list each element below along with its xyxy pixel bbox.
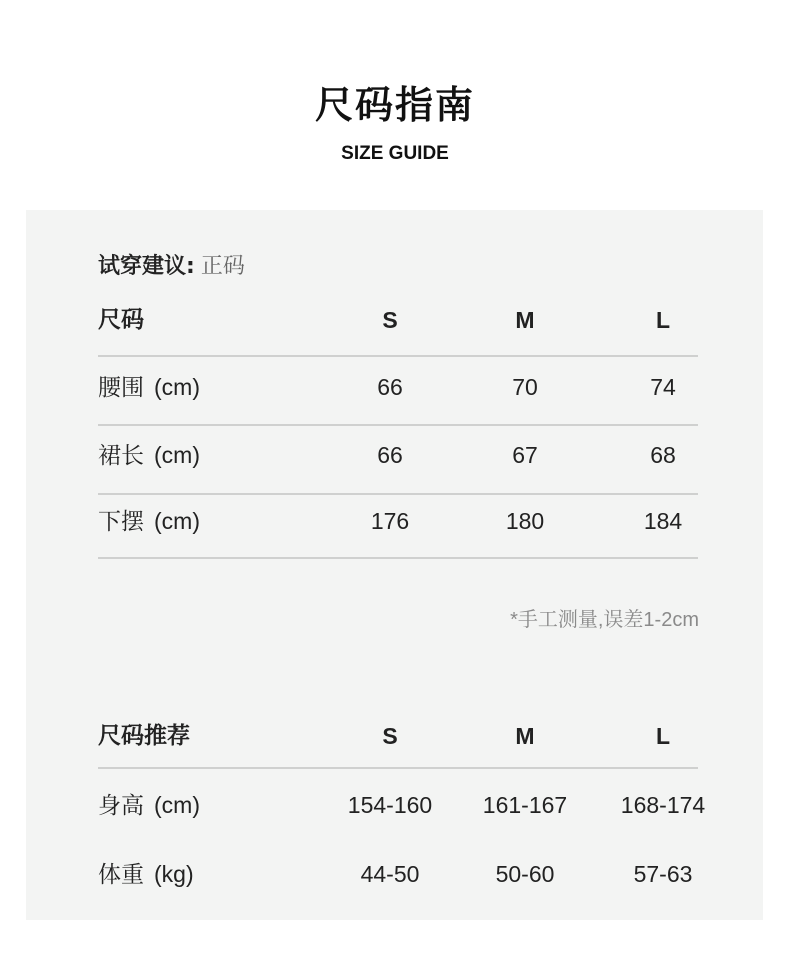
cell-s: 66 bbox=[377, 442, 403, 468]
row-label bbox=[98, 501, 200, 542]
page-title: 尺码指南 bbox=[314, 83, 475, 127]
size-table-header bbox=[98, 300, 698, 340]
table-row bbox=[98, 501, 698, 541]
divider bbox=[98, 493, 698, 495]
row-unit: (cm) bbox=[154, 442, 200, 468]
cell-s: 176 bbox=[370, 508, 410, 534]
cell-l: 168-174 bbox=[620, 792, 706, 818]
cell-m: 67 bbox=[512, 442, 538, 468]
recommend-table-header bbox=[98, 716, 698, 756]
table-row bbox=[98, 785, 706, 825]
cell-s: 44-50 bbox=[360, 861, 420, 887]
row-unit: (cm) bbox=[154, 792, 200, 818]
row-label-text: 身高 bbox=[98, 793, 144, 819]
recommend-header-s: S bbox=[382, 723, 398, 749]
row-label-text: 体重 bbox=[98, 862, 144, 888]
row-unit: (cm) bbox=[154, 374, 200, 400]
cell-m: 180 bbox=[505, 508, 545, 534]
cell-m: 161-167 bbox=[482, 792, 568, 818]
size-header-l: L bbox=[655, 307, 671, 333]
table-row bbox=[98, 854, 698, 894]
size-header-m: M bbox=[515, 307, 535, 333]
divider bbox=[98, 355, 698, 357]
fit-advice-label: 试穿建议: bbox=[98, 254, 195, 279]
cell-l: 57-63 bbox=[633, 861, 693, 887]
row-label-text: 下摆 bbox=[98, 509, 144, 535]
row-label bbox=[98, 367, 200, 408]
measurement-note: *手工测量,误差1-2cm bbox=[510, 609, 699, 631]
row-unit: (cm) bbox=[154, 508, 200, 534]
table-row bbox=[98, 435, 698, 475]
fit-advice-value: 正码 bbox=[200, 254, 245, 279]
row-unit: (kg) bbox=[154, 861, 194, 887]
divider bbox=[98, 557, 698, 559]
divider bbox=[98, 767, 698, 769]
row-label-text: 腰围 bbox=[98, 375, 144, 401]
recommend-header-label: 尺码推荐 bbox=[98, 723, 190, 749]
size-header-label: 尺码 bbox=[98, 307, 144, 333]
cell-l: 184 bbox=[643, 508, 683, 534]
row-label-text: 裙长 bbox=[98, 443, 144, 469]
size-header-s: S bbox=[382, 307, 398, 333]
recommend-header-l: L bbox=[655, 723, 671, 749]
cell-m: 50-60 bbox=[495, 861, 555, 887]
cell-m: 70 bbox=[512, 374, 538, 400]
page-subtitle: SIZE GUIDE bbox=[341, 143, 449, 164]
divider bbox=[98, 424, 698, 426]
cell-s: 66 bbox=[377, 374, 403, 400]
cell-l: 74 bbox=[650, 374, 676, 400]
cell-l: 68 bbox=[650, 442, 676, 468]
row-label bbox=[98, 854, 194, 895]
cell-s: 154-160 bbox=[347, 792, 433, 818]
recommend-header-m: M bbox=[515, 723, 535, 749]
row-label bbox=[98, 435, 200, 476]
row-label bbox=[98, 785, 200, 826]
fit-advice bbox=[98, 249, 245, 280]
table-row bbox=[98, 367, 698, 407]
